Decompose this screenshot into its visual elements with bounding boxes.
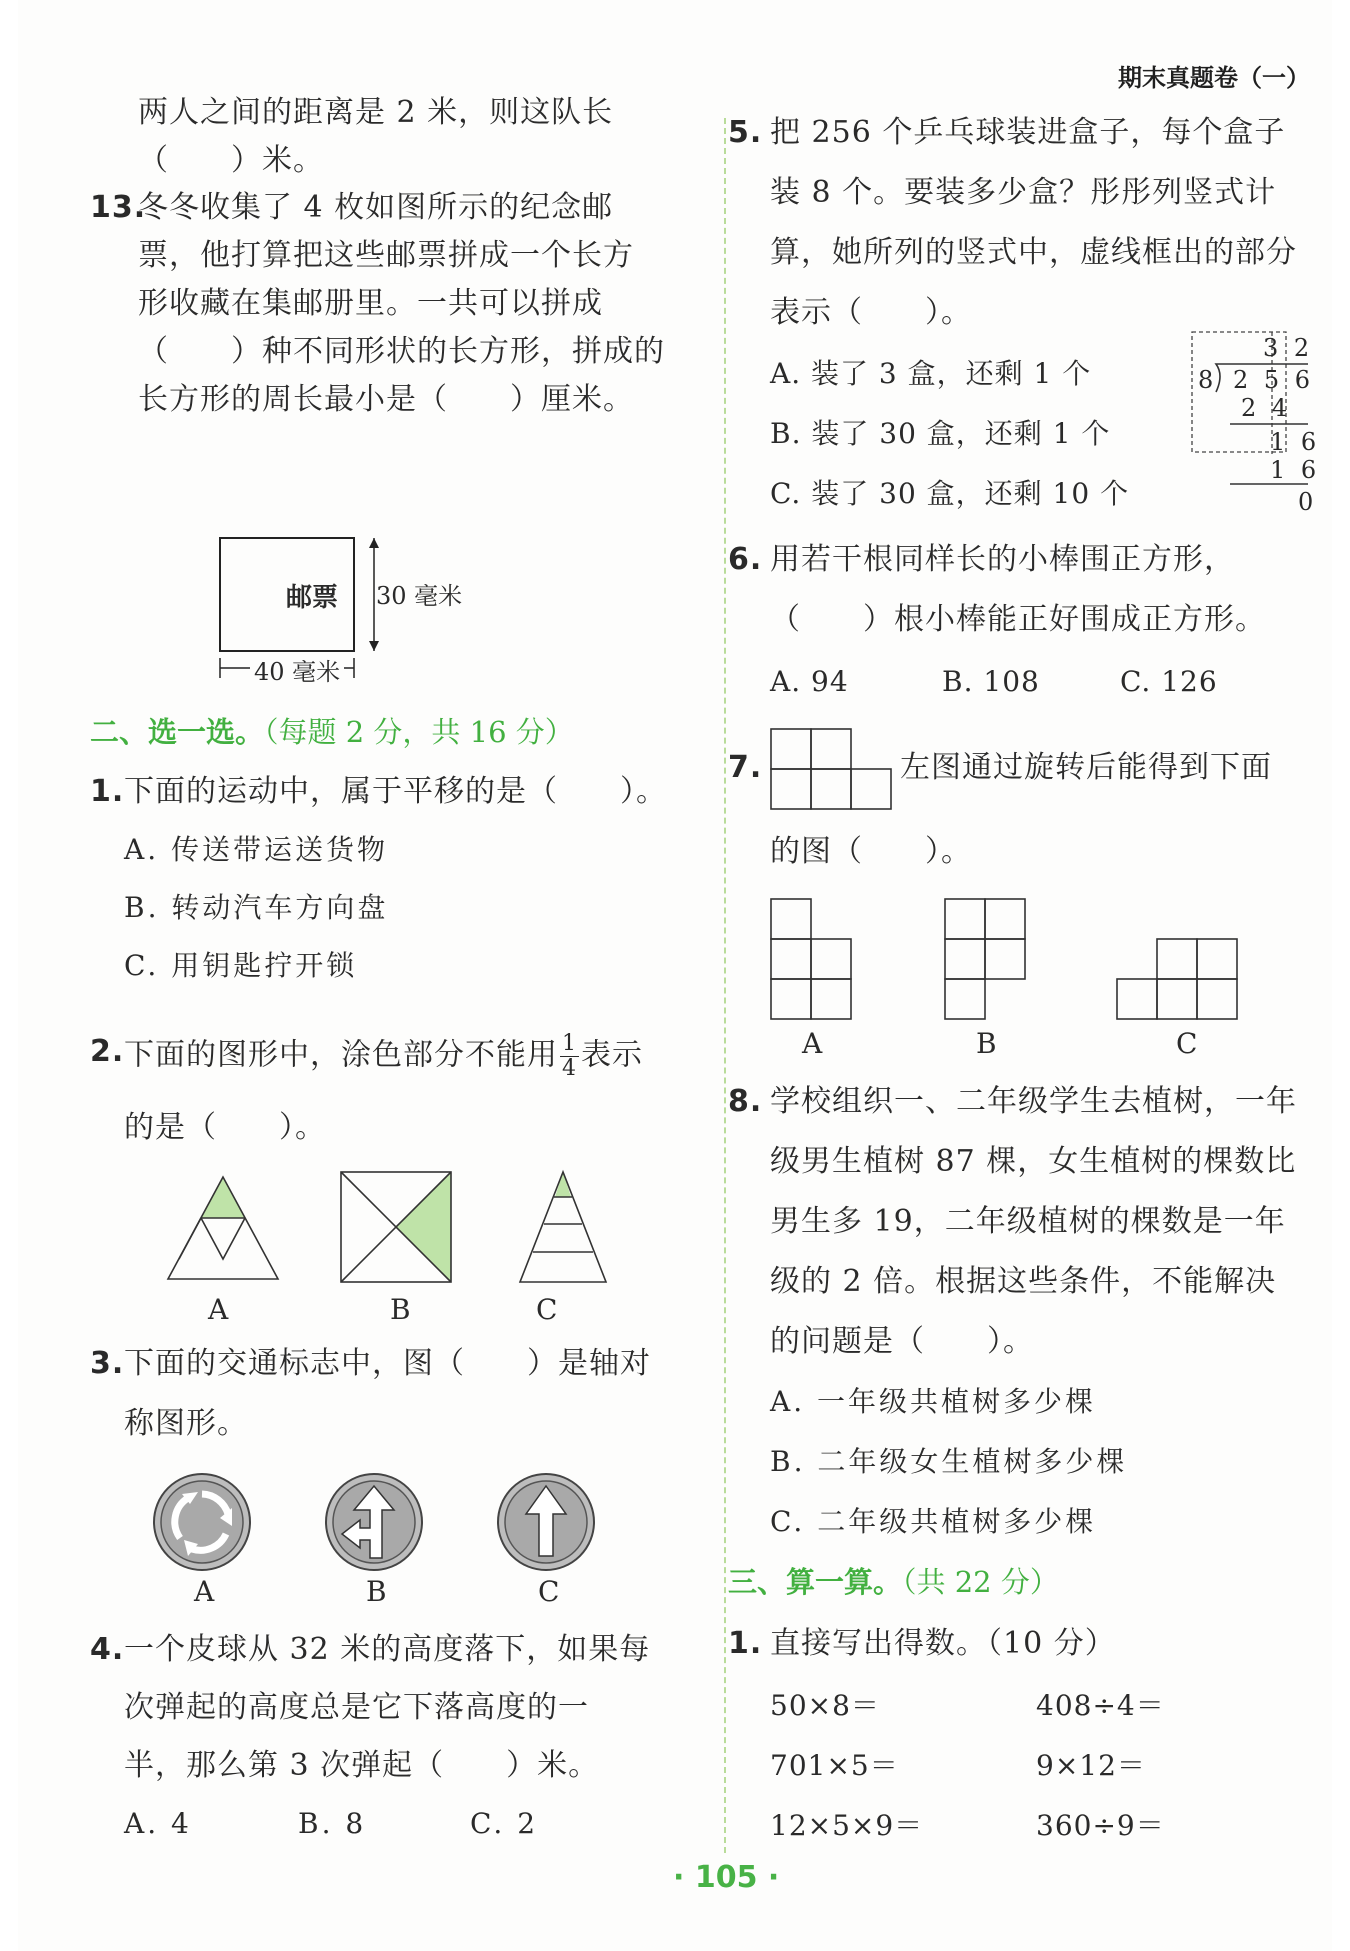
calc-number: 1. <box>728 1626 763 1661</box>
q6-option-c: C. 126 <box>1120 665 1218 698</box>
q5-line-2: 装 8 个。要装多少盒？彤彤列竖式计 <box>770 175 1277 210</box>
column-divider <box>724 118 726 1853</box>
q13-line-4: （ ）种不同形状的长方形，拼成的 <box>138 334 665 369</box>
q13-line-5: 长方形的周长最小是（ ）厘米。 <box>138 382 634 417</box>
q2-label-b: B <box>390 1293 411 1326</box>
q6-option-b: B. 108 <box>942 665 1040 698</box>
calc-item-5: 12×5×9＝ <box>770 1809 924 1842</box>
q3-label-b: B <box>366 1575 387 1608</box>
q3-label-c: C <box>538 1575 560 1608</box>
q2-line-2: 的是（ ）。 <box>124 1110 326 1145</box>
q7-shape-b <box>945 899 1025 1019</box>
q13-number: 13. <box>90 190 147 225</box>
q2-label-a: A <box>208 1293 229 1326</box>
division-row-2: 1 6 <box>1270 428 1321 456</box>
q4-line-3: 半，那么第 3 次弹起（ ）米。 <box>124 1748 600 1783</box>
q4-line-2: 次弹起的高度总是它下落高度的一 <box>124 1690 589 1725</box>
q5-option-c: C. 装了 30 盒，还剩 10 个 <box>770 477 1130 510</box>
q8-line-1: 学校组织一、二年级学生去植树，一年 <box>770 1084 1297 1119</box>
q7-label-b: B <box>976 1027 997 1060</box>
q3-line-2: 称图形。 <box>124 1406 248 1441</box>
q4-line-1: 一个皮球从 32 米的高度落下，如果每 <box>124 1632 651 1667</box>
q6-line-2: （ ）根小棒能正好围成正方形。 <box>770 602 1266 637</box>
q6-option-a: A. 94 <box>770 665 849 698</box>
triangle-shape-c <box>520 1172 606 1282</box>
q8-number: 8. <box>728 1084 763 1119</box>
page-header-title: 期末真题卷（一） <box>1118 64 1310 92</box>
straight-ahead-sign-icon <box>496 1472 596 1572</box>
q2-text: 下面的图形中，涂色部分不能用 $\frac{1}{4}$ 表示 <box>124 1031 643 1081</box>
q3-number: 3. <box>90 1346 125 1381</box>
q13-line-3: 形收藏在集邮册里。一共可以拼成 <box>138 286 603 321</box>
worksheet-page <box>18 0 1332 1951</box>
square-shape-b <box>341 1172 451 1282</box>
straight-or-left-sign-icon <box>324 1472 424 1572</box>
q12-tail-line-2: （ ）米。 <box>138 143 324 178</box>
q13-line-2: 票，他打算把这些邮票拼成一个长方 <box>138 238 634 273</box>
roundabout-sign-icon <box>152 1472 252 1572</box>
stamp-width-label: 40 毫米 <box>250 656 344 688</box>
q1-option-a: A. 传送带运送货物 <box>124 833 389 866</box>
q4-option-b: B. 8 <box>298 1807 367 1840</box>
calc-instruction: 直接写出得数。（10 分） <box>770 1626 1116 1661</box>
q6-number: 6. <box>728 542 763 577</box>
q4-number: 4. <box>90 1632 125 1667</box>
q1-option-b: B. 转动汽车方向盘 <box>124 891 389 924</box>
q5-line-4: 表示（ ）。 <box>770 295 972 330</box>
fraction-one-quarter: $\frac{1}{4}$ <box>562 1031 577 1081</box>
q8-line-2: 级男生植树 87 棵，女生植树的棵数比 <box>770 1144 1297 1179</box>
q8-line-4: 级的 2 倍。根据这些条件，不能解决 <box>770 1264 1277 1299</box>
calc-item-1: 50×8＝ <box>770 1689 880 1722</box>
q5-number: 5. <box>728 115 763 150</box>
calc-item-3: 701×5＝ <box>770 1749 899 1782</box>
q8-option-b: B. 二年级女生植树多少棵 <box>770 1445 1128 1478</box>
q2-label-c: C <box>536 1293 558 1326</box>
division-divisor: 8 <box>1198 366 1214 394</box>
q7-line-2: 的图（ ）。 <box>770 834 972 869</box>
q12-tail-line-1: 两人之间的距离是 2 米，则这队长 <box>138 95 614 130</box>
q1-number: 1. <box>90 774 125 809</box>
q4-option-a: A. 4 <box>124 1807 192 1840</box>
q3-label-a: A <box>194 1575 215 1608</box>
section-2-heading: 二、选一选。（每题 2 分，共 16 分） <box>90 715 574 749</box>
q7-number: 7. <box>728 750 763 785</box>
height-arrow-bottom <box>369 641 379 651</box>
section-3-heading: 三、算一算。（共 22 分） <box>728 1565 1059 1599</box>
calc-item-6: 360÷9＝ <box>1036 1809 1165 1842</box>
q2-shapes <box>168 1172 608 1292</box>
q7-label-a: A <box>802 1027 823 1060</box>
q5-option-a: A. 装了 3 盒，还剩 1 个 <box>770 357 1092 390</box>
q13-line-1: 冬冬收集了 4 枚如图所示的纪念邮 <box>138 190 614 225</box>
q5-line-1: 把 256 个乒乓球装进盒子，每个盒子 <box>770 115 1286 150</box>
q4-option-c: C. 2 <box>470 1807 539 1840</box>
triangle-shape-a <box>168 1177 278 1279</box>
division-dividend: 2 5 6 <box>1233 366 1315 394</box>
q7-shape-c <box>1117 939 1237 1019</box>
stamp-label: 邮票 <box>286 583 339 613</box>
q6-line-1: 用若干根同样长的小棒围正方形， <box>770 542 1235 577</box>
q8-line-3: 男生多 19，二年级植树的棵数是一年 <box>770 1204 1286 1239</box>
division-quotient: 3 2 <box>1263 334 1314 362</box>
q7-label-c: C <box>1176 1027 1198 1060</box>
calc-item-4: 9×12＝ <box>1036 1749 1146 1782</box>
division-row-1: 2 4 <box>1241 394 1292 422</box>
q7-shape-a <box>771 899 851 1019</box>
q1-text: 下面的运动中，属于平移的是（ ）。 <box>124 774 667 809</box>
q1-option-c: C. 用钥匙拧开锁 <box>124 949 358 982</box>
page-number: · 105 · <box>673 1860 780 1895</box>
calc-item-2: 408÷4＝ <box>1036 1689 1165 1722</box>
q7-answer-shapes <box>770 898 1270 1022</box>
division-remainder: 0 <box>1298 488 1314 516</box>
q3-line-1: 下面的交通标志中，图（ ）是轴对 <box>124 1346 651 1381</box>
q7-source-shape <box>770 728 900 812</box>
q5-line-3: 算，她所列的竖式中，虚线框出的部分 <box>770 235 1297 270</box>
q7-text: 左图通过旋转后能得到下面 <box>900 750 1272 785</box>
height-arrow-top <box>369 538 379 548</box>
q8-line-5: 的问题是（ ）。 <box>770 1324 1034 1359</box>
q8-option-a: A. 一年级共植树多少棵 <box>770 1385 1097 1418</box>
division-row-3: 1 6 <box>1270 456 1321 484</box>
stamp-height-label: 30 毫米 <box>376 582 463 610</box>
q5-option-b: B. 装了 30 盒，还剩 1 个 <box>770 417 1111 450</box>
q8-option-c: C. 二年级共植树多少棵 <box>770 1505 1097 1538</box>
q2-number: 2. <box>90 1034 125 1069</box>
